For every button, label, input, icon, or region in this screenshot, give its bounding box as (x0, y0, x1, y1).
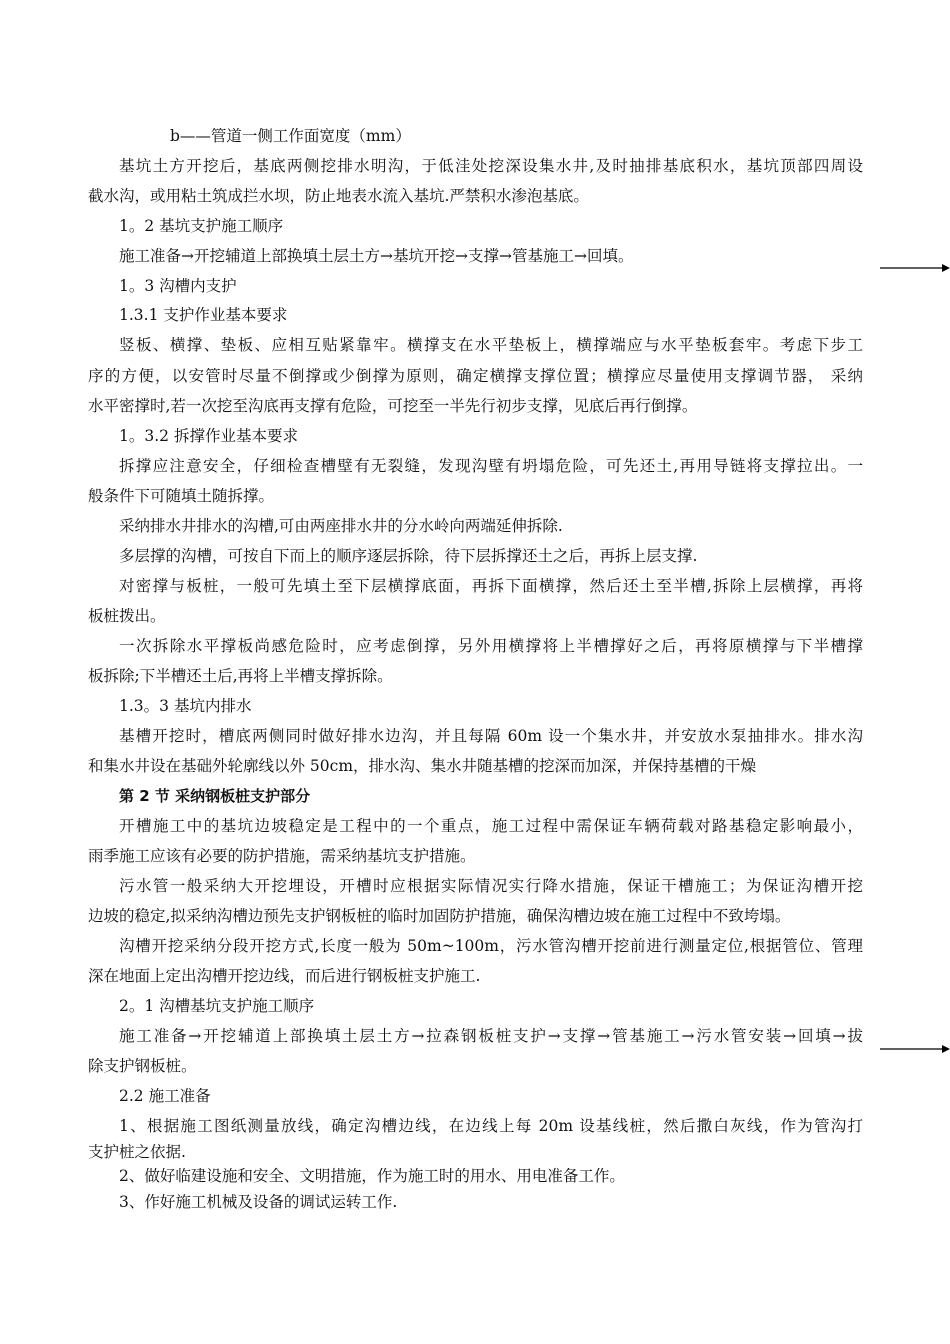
paragraph-line: 序的方便，以安管时尽量不倒撑或少倒撑为原则，确定横撑支撑位置；横撑应尽量使用支撑调节器， 采纳 (88, 367, 863, 385)
paragraph-line: 除支护钢板桩。 (88, 1057, 197, 1075)
paragraph-line: 施工准备→开挖辅道上部换填土层土方→拉森钢板桩支护→支撑→管基施工→污水管安装→回填→拔 (119, 1027, 863, 1045)
paragraph-line: 对密撑与板桩，一般可先填土至下层横撑底面，再拆下面横撑，然后还土至半槽,拆除上层横撑，再将 (119, 577, 863, 595)
paragraph-line: 板拆除;下半槽还土后,再将上半槽支撑拆除。 (88, 667, 393, 685)
list-item: 3、作好施工机械及设备的调试运转工作. (119, 1193, 398, 1211)
section-heading: 第 2 节 采纳钢板桩支护部分 (119, 787, 311, 805)
margin-arrow-icon (880, 262, 950, 274)
paragraph-line: 般条件下可随填土随拆撑。 (88, 487, 275, 505)
list-item: 1、根据施工图纸测量放线，确定沟槽边线，在边线上每 20m 设基线桩，然后撒白灰线，作为管沟打 (119, 1117, 863, 1135)
paragraph-line: 水平密撑时,若一次挖至沟底再支撑有危险，可挖至一半先行初步支撑，见底后再行倒撑。 (88, 397, 698, 415)
subheading: 1.3。3 基坑内排水 (119, 697, 252, 715)
paragraph-line: 竖板、横撑、垫板、应相互贴紧靠牢。横撑支在水平垫板上，横撑端应与水平垫板套牢。考虑下步工 (119, 336, 863, 354)
paragraph-line: 基槽开挖时，槽底两侧同时做好排水边沟，并且每隔 60m 设一个集水井，并安放水泵抽排水。排水沟 (119, 727, 863, 745)
paragraph-line: 沟槽开挖采纳分段开挖方式,长度一般为 50m~100m，污水管沟槽开挖前进行测量定位,根据管位、管理 (119, 937, 863, 955)
paragraph-line: 基坑土方开挖后，基底两侧挖排水明沟，于低洼处挖深设集水井,及时抽排基底积水，基坑顶部四周设 (119, 157, 863, 175)
formula-definition: b——管道一侧工作面宽度（mm） (170, 127, 411, 145)
paragraph-line: 板桩拨出。 (88, 607, 166, 625)
subheading: 1.3.1 支护作业基本要求 (119, 306, 288, 324)
paragraph-line: 拆撑应注意安全，仔细检查槽壁有无裂缝，发现沟壁有坍塌危险，可先还土,再用导链将支撑拉出。一 (119, 457, 863, 475)
subheading: 1。3.2 拆撑作业基本要求 (119, 427, 298, 445)
list-item-continuation: 支护桩之依据. (88, 1143, 186, 1161)
paragraph-line: 一次拆除水平撑板尚感危险时，应考虑倒撑，另外用横撑将上半槽撑好之后，再将原横撑与下半槽撑 (119, 637, 863, 655)
margin-arrow-icon (880, 1043, 950, 1055)
paragraph-line: 和集水井设在基础外轮廓线以外 50cm，排水沟、集水井随基槽的挖深而加深，并保持基槽的干燥 (88, 757, 757, 775)
paragraph-line: 污水管一般采纳大开挖埋设，开槽时应根据实际情况实行降水措施，保证干槽施工；为保证沟槽开挖 (119, 877, 863, 895)
paragraph-line: 采纳排水井排水的沟槽,可由两座排水井的分水岭向两端延伸拆除. (119, 517, 563, 535)
subheading: 1。3 沟槽内支护 (119, 277, 237, 295)
paragraph-line: 雨季施工应该有必要的防护措施，需采纳基坑支护措施。 (88, 847, 476, 865)
paragraph-line: 深在地面上定出沟槽开挖边线，而后进行钢板桩支护施工. (88, 967, 481, 985)
paragraph-line: 截水沟，或用粘土筑成拦水坝，防止地表水流入基坑.严禁积水渗泡基底。 (88, 187, 589, 205)
paragraph-line: 施工准备→开挖辅道上部换填土层土方→基坑开挖→支撑→管基施工→回填。 (119, 247, 634, 265)
list-item: 2、做好临建设施和安全、文明措施，作为施工时的用水、用电准备工作。 (119, 1167, 625, 1185)
subheading: 1。2 基坑支护施工顺序 (119, 217, 284, 235)
paragraph-line: 多层撑的沟槽，可按自下而上的顺序逐层拆除，待下层拆撑还土之后，再拆上层支撑. (119, 547, 698, 565)
subheading: 2。1 沟槽基坑支护施工顺序 (119, 997, 315, 1015)
paragraph-line: 开槽施工中的基坑边坡稳定是工程中的一个重点，施工过程中需保证车辆荷载对路基稳定影响最小， (119, 817, 863, 835)
paragraph-line: 边坡的稳定,拟采纳沟槽边预先支护钢板桩的临时加固防护措施，确保沟槽边坡在施工过程中不致垮塌。 (88, 907, 791, 925)
subheading: 2.2 施工准备 (119, 1087, 211, 1105)
